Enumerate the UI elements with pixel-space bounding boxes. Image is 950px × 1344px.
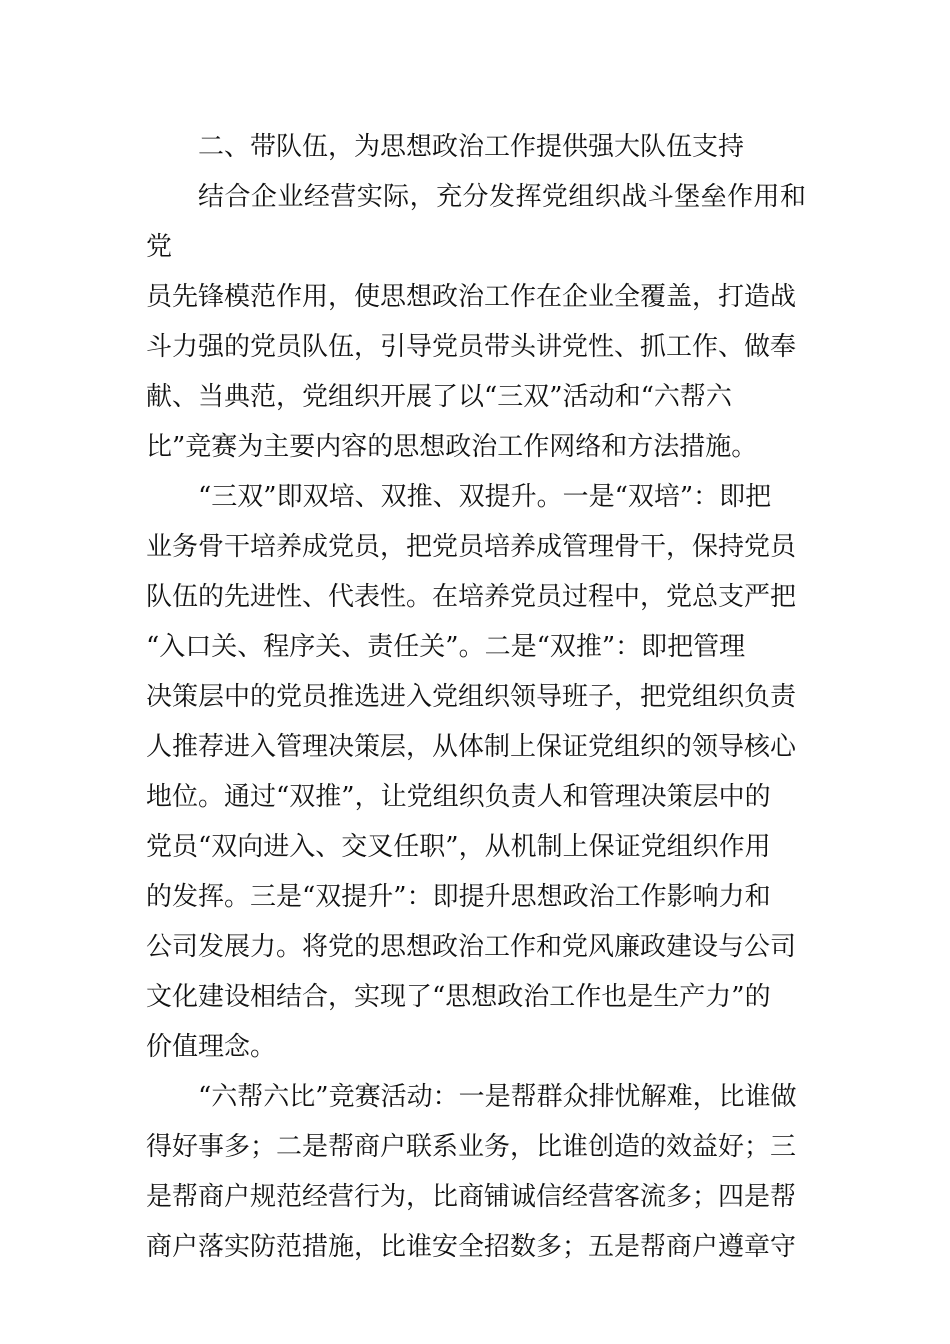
paragraph: “三双”即双培、双推、双提升。一是“双培”：即把 业务骨干培养成党员，把党员培养成管理骨干，保持党员 队伍的先进性、代表性。在培养党员过程中，党总支严把 “入口关、程序关、责任关”。二是“双推”：即把管理 决策层中的党员推选进入党组织领导班子，把党组织负责 人推荐进入管理决策层，从体制上保证党组织的领导核心 地位。通过“双推”，让党组织负责人和管理决策层中的 党员“双向进入、交叉任职”，从机制上保证党组织作用 的发挥。三是“双提升”：即提升思想政治工作影响力和 公司发展力。将党的思想政治工作和党风廉政建设与公司 文化建设相结合，实现了“思想政治工作也是生产力”的 价值理念。 — [146, 482, 797, 1062]
document-body — [146, 122, 806, 1272]
paragraph: 结合企业经营实际，充分发挥党组织战斗堡垒作用和党 员先锋模范作用，使思想政治工作在企业全覆盖，打造战 斗力强的党员队伍，引导党员带头讲党性、抓工作、做奉 献、当典范，党组织开展了以“三双”活动和“六帮六 比”竞赛为主要内容的思想政治工作网络和方法措施。 — [146, 182, 806, 462]
section-heading: 二、带队伍，为思想政治工作提供强大队伍支持 — [198, 132, 745, 162]
paragraph: “六帮六比”竞赛活动：一是帮群众排忧解难，比谁做 得好事多；二是帮商户联系业务，比谁创造的效益好；三 是帮商户规范经营行为，比商铺诚信经营客流多；四是帮 商户落实防范措施，比谁安全招数多；五是帮商户遵章守 — [146, 1082, 797, 1262]
